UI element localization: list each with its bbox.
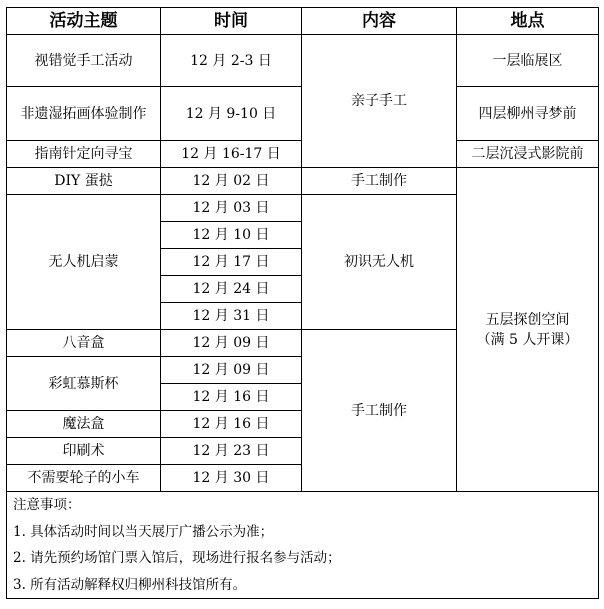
theme-cell: 魔法盒	[7, 411, 161, 438]
time-cell: 12 月 31 日	[161, 303, 302, 330]
table-row	[7, 168, 599, 195]
time-cell: 12 月 9-10 日	[161, 87, 302, 141]
time-cell: 12 月 02 日	[161, 168, 302, 195]
location-cell: 一层临展区	[457, 35, 599, 87]
theme-cell: DIY 蛋挞	[7, 168, 161, 195]
header-time: 时间	[161, 8, 302, 35]
header-location: 地点	[457, 8, 599, 35]
note-item: 2. 请先预约场馆门票入馆后，现场进行报名参与活动；	[13, 550, 341, 566]
note-item: 1. 具体活动时间以当天展厅广播公示为准；	[13, 523, 274, 540]
header-content: 内容	[302, 8, 457, 35]
theme-cell: 无人机启蒙	[7, 195, 161, 330]
time-cell: 12 月 16 日	[161, 411, 302, 438]
time-cell: 12 月 30 日	[161, 465, 302, 492]
time-cell: 12 月 16 日	[161, 384, 302, 411]
time-cell: 12 月 23 日	[161, 438, 302, 465]
theme-cell: 八音盒	[7, 330, 161, 357]
theme-cell: 非遗湿拓画体验制作	[7, 87, 161, 141]
table-row	[7, 35, 599, 87]
content-cell: 初识无人机	[302, 195, 457, 330]
time-cell: 12 月 24 日	[161, 276, 302, 303]
time-cell: 12 月 03 日	[161, 195, 302, 222]
header-theme: 活动主题	[7, 8, 161, 35]
time-cell: 12 月 17 日	[161, 249, 302, 276]
theme-cell: 视错觉手工活动	[7, 35, 161, 87]
notes-row	[7, 492, 599, 599]
location-cell: 二层沉浸式影院前	[457, 141, 599, 168]
location-cell	[457, 168, 599, 492]
activity-schedule-table	[6, 7, 599, 599]
time-cell: 12 月 2-3 日	[161, 35, 302, 87]
note-item: 3. 所有活动解释权归柳州科技馆所有。	[13, 576, 247, 593]
time-cell: 12 月 09 日	[161, 330, 302, 357]
theme-cell: 印刷术	[7, 438, 161, 465]
notes-title: 注意事项：	[13, 497, 81, 513]
time-cell: 12 月 10 日	[161, 222, 302, 249]
theme-cell: 不需要轮子的小车	[7, 465, 161, 492]
content-cell: 手工制作	[302, 168, 457, 195]
theme-cell: 指南针定向寻宝	[7, 141, 161, 168]
notes-cell	[7, 492, 599, 599]
time-cell: 12 月 16-17 日	[161, 141, 302, 168]
header-row	[7, 8, 599, 35]
time-cell: 12 月 09 日	[161, 357, 302, 384]
content-cell: 手工制作	[302, 330, 457, 492]
location-line: （满 5 人开课）	[476, 331, 579, 348]
location-line: 五层探创空间	[485, 311, 570, 328]
theme-cell: 彩虹慕斯杯	[7, 357, 161, 411]
location-cell: 四层柳州寻梦前	[457, 87, 599, 141]
content-cell: 亲子手工	[302, 35, 457, 168]
